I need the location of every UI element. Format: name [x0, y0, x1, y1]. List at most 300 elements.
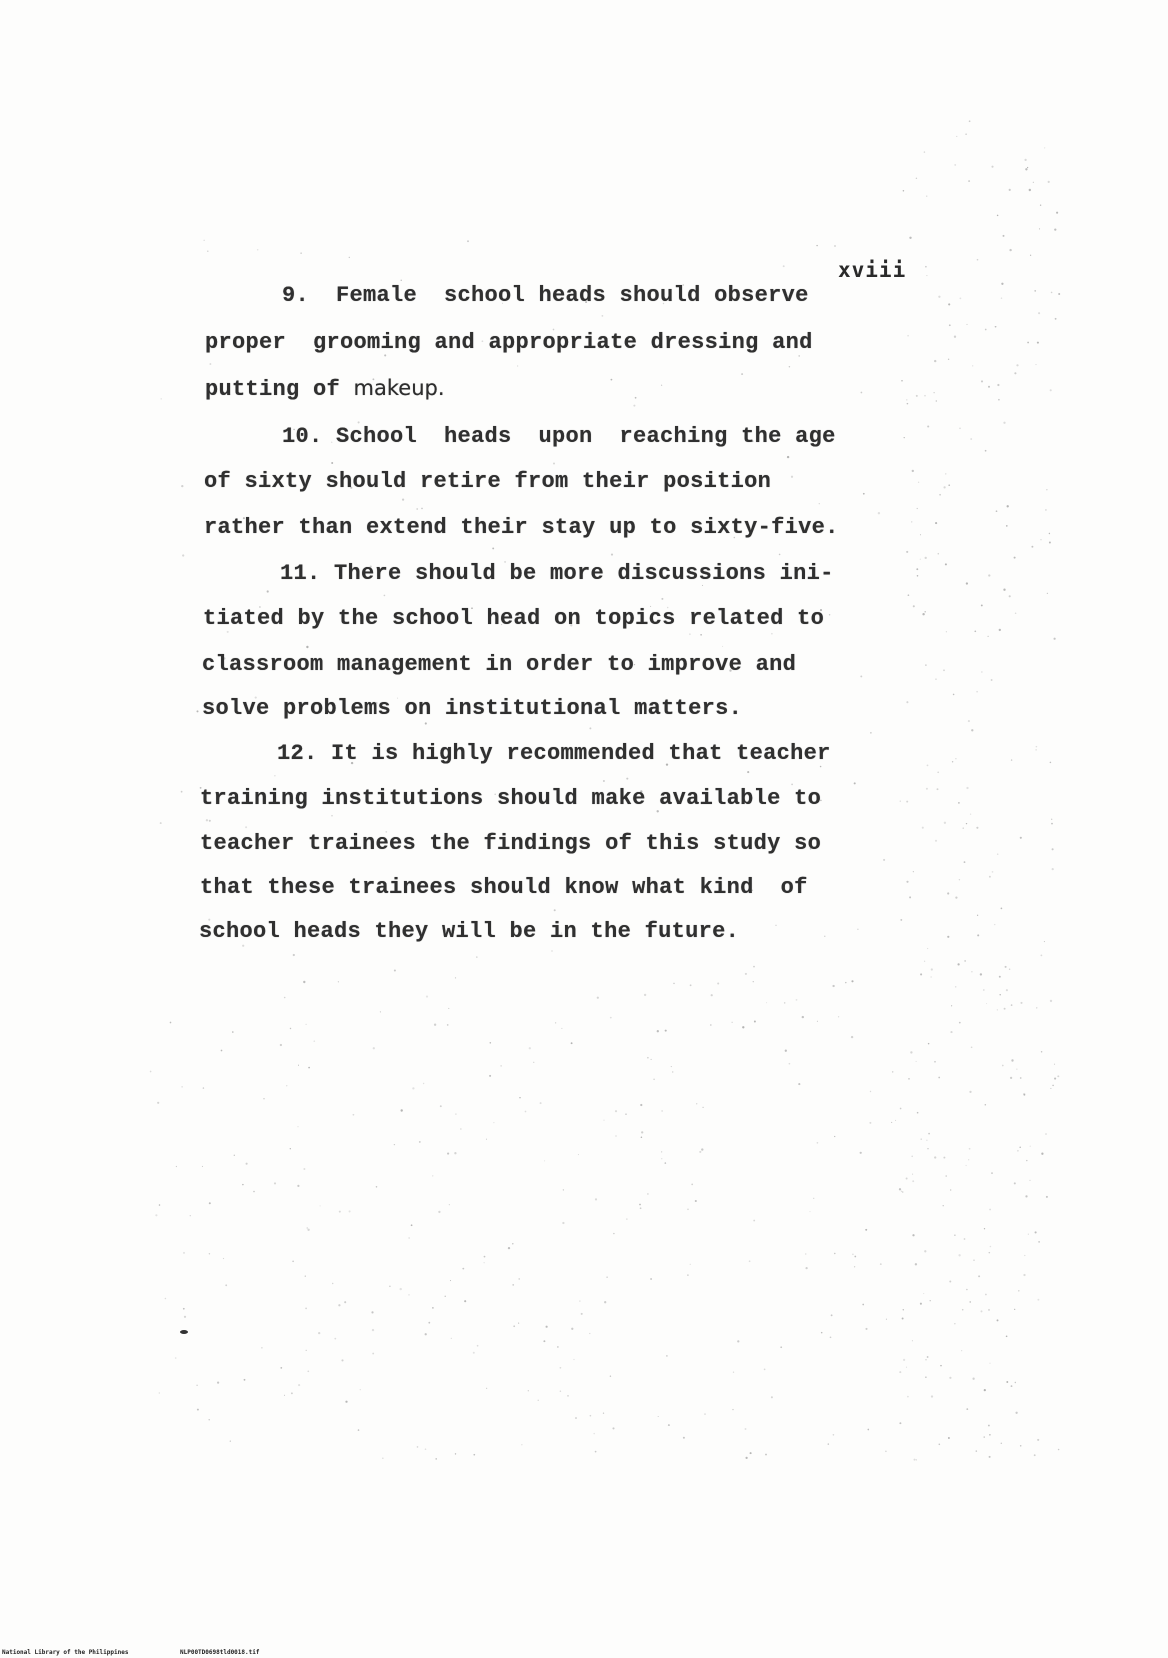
speckle [1040, 539, 1041, 540]
speckle [854, 782, 856, 784]
speckle [432, 1307, 434, 1309]
speckle [1048, 181, 1050, 183]
speckle [150, 1071, 152, 1073]
speckle [590, 1415, 592, 1417]
speckle [286, 1085, 287, 1086]
speckle [916, 568, 918, 570]
speckle [653, 1078, 655, 1080]
speckle [230, 1441, 231, 1442]
speckle [573, 1359, 574, 1360]
speckle [338, 981, 339, 982]
speckle [972, 365, 973, 366]
speckle [334, 1338, 336, 1340]
speckle [267, 590, 269, 592]
speckle [450, 1280, 451, 1281]
speckle [284, 997, 286, 999]
speckle [1011, 759, 1012, 760]
speckle [518, 1278, 519, 1279]
speckle [571, 1042, 573, 1044]
page-number: xviii [838, 258, 907, 282]
footer-file-id: NLP00TD0698tld0018.tif [180, 1649, 260, 1656]
speckle [955, 897, 957, 899]
speckle [1054, 228, 1056, 230]
speckle [962, 1309, 964, 1311]
speckle [956, 136, 957, 137]
speckle [372, 1353, 374, 1355]
rec-9-line-2: proper grooming and appropriate dressing and [205, 330, 813, 355]
speckle [921, 1138, 922, 1139]
speckle [923, 1293, 924, 1294]
speckle [640, 1104, 642, 1106]
speckle [989, 1252, 991, 1254]
speckle [925, 266, 927, 268]
speckle [970, 438, 972, 440]
speckle [1052, 1085, 1054, 1087]
speckle [612, 1427, 614, 1429]
speckle [305, 1275, 306, 1276]
speckle [912, 1180, 914, 1182]
speckle [968, 720, 970, 722]
speckle [909, 237, 911, 239]
speckle [936, 400, 937, 401]
speckle [190, 1215, 191, 1216]
speckle [318, 1332, 320, 1334]
speckle [308, 1067, 310, 1069]
speckle [298, 1065, 299, 1066]
speckle [561, 1028, 562, 1029]
speckle [954, 164, 956, 166]
speckle [209, 820, 211, 822]
speckle [209, 1202, 211, 1204]
speckle [834, 245, 836, 247]
speckle [710, 1024, 712, 1026]
speckle [554, 909, 556, 911]
speckle [981, 604, 983, 606]
speckle [948, 1437, 950, 1439]
speckle [943, 1157, 945, 1159]
speckle [828, 1443, 829, 1444]
speckle [575, 1417, 577, 1419]
speckle [1054, 1064, 1055, 1065]
speckle [1001, 297, 1002, 298]
speckle [983, 989, 985, 991]
speckle [1009, 249, 1011, 251]
speckle [960, 298, 962, 300]
speckle [451, 1338, 452, 1339]
speckle [486, 1139, 487, 1140]
speckle [741, 373, 743, 375]
speckle [999, 629, 1001, 631]
speckle [852, 1254, 854, 1256]
speckle [170, 1022, 172, 1024]
speckle [1037, 342, 1039, 344]
speckle [819, 503, 820, 504]
speckle [567, 1395, 568, 1396]
speckle [968, 1159, 969, 1160]
speckle [789, 1063, 791, 1065]
speckle [513, 1325, 515, 1327]
speckle [1009, 969, 1010, 970]
speckle [484, 1262, 485, 1263]
speckle [181, 1086, 182, 1087]
speckle [455, 1453, 456, 1454]
speckle [920, 1303, 922, 1305]
speckle [900, 801, 901, 802]
speckle [1049, 542, 1051, 544]
speckle [221, 1050, 223, 1052]
speckle [817, 1021, 818, 1022]
speckle [947, 892, 949, 894]
speckle [970, 1301, 971, 1302]
speckle [540, 1102, 542, 1104]
speckle [447, 1153, 449, 1155]
speckle [529, 1047, 531, 1049]
speckle [798, 355, 800, 357]
speckle [425, 1448, 427, 1450]
speckle [155, 1214, 157, 1216]
speckle [603, 1413, 604, 1414]
speckle [934, 1156, 936, 1158]
speckle [234, 1155, 235, 1156]
speckle [650, 1278, 652, 1280]
speckle [1038, 312, 1040, 314]
speckle [903, 1359, 905, 1361]
handwritten-correction: makeup. [353, 376, 445, 400]
speckle [733, 1372, 734, 1373]
speckle [1014, 557, 1016, 559]
speckle [977, 259, 979, 261]
rec-12-line-5: school heads they will be in the future. [199, 919, 740, 944]
speckle [821, 1332, 823, 1334]
speckle [927, 425, 929, 427]
speckle [696, 1103, 697, 1104]
speckle [742, 1026, 744, 1028]
speckle [717, 982, 719, 984]
speckle [1014, 1309, 1015, 1310]
speckle [916, 395, 918, 397]
footer-institution: National Library of the Philippines [2, 1649, 129, 1656]
speckle [1035, 749, 1036, 750]
speckle [672, 1071, 673, 1072]
speckle [1045, 1133, 1047, 1135]
speckle [834, 1253, 835, 1254]
speckle [969, 1148, 971, 1150]
speckle [954, 1234, 955, 1235]
speckle [1005, 966, 1007, 968]
rec-10-line-1: 10. School heads upon reaching the age [282, 424, 836, 449]
speckle [604, 1301, 606, 1303]
speckle [892, 1071, 893, 1072]
speckle [1015, 1412, 1017, 1414]
speckle [899, 1371, 901, 1373]
speckle [765, 1454, 767, 1456]
speckle [969, 1091, 971, 1093]
speckle [635, 397, 637, 399]
speckle [805, 1253, 806, 1254]
speckle [525, 1111, 527, 1113]
speckle [922, 613, 924, 615]
speckle [900, 919, 902, 921]
speckle [931, 968, 933, 970]
speckle [196, 710, 198, 712]
speckle [938, 1077, 940, 1079]
speckle [1050, 762, 1052, 764]
speckle [1050, 1000, 1052, 1002]
speckle [702, 1107, 703, 1108]
speckle [924, 961, 925, 962]
speckle [771, 1396, 773, 1398]
speckle [595, 1198, 597, 1200]
speckle [980, 973, 982, 975]
speckle [943, 669, 945, 671]
speckle [902, 1318, 904, 1320]
speckle [641, 1137, 643, 1139]
speckle [745, 1428, 747, 1430]
speckle [689, 633, 691, 635]
speckle [1015, 613, 1017, 615]
speckle [546, 1326, 548, 1328]
speckle [1030, 255, 1031, 256]
speckle [651, 1059, 652, 1060]
speckle [462, 1268, 464, 1270]
speckle [477, 1345, 479, 1347]
speckle [924, 395, 926, 397]
speckle [947, 936, 949, 938]
speckle [339, 1211, 341, 1213]
speckle [512, 1284, 514, 1286]
speckle [1020, 1002, 1022, 1004]
speckle [1006, 1335, 1008, 1337]
speckle [976, 827, 978, 829]
speckle [611, 554, 613, 556]
speckle [878, 512, 880, 514]
speckle [854, 1266, 855, 1267]
speckle [798, 1083, 800, 1085]
speckle [865, 1229, 867, 1231]
speckle [1040, 205, 1041, 206]
speckle [1020, 837, 1022, 839]
speckle [805, 1267, 807, 1269]
speckle [916, 178, 917, 179]
speckle [989, 1434, 991, 1436]
speckle [159, 1204, 161, 1206]
speckle [1027, 342, 1029, 344]
speckle [661, 1158, 662, 1159]
speckle [298, 1384, 300, 1386]
speckle [606, 1276, 607, 1277]
speckle [964, 861, 966, 863]
speckle [802, 1016, 804, 1018]
speckle [935, 678, 936, 679]
speckle [911, 1156, 913, 1158]
speckle [907, 1396, 909, 1398]
speckle [911, 521, 912, 522]
speckle [553, 462, 555, 464]
speckle [225, 1284, 227, 1286]
speckle [1039, 228, 1040, 229]
speckle [901, 1191, 902, 1192]
speckle [813, 1198, 814, 1199]
speckle [639, 1204, 641, 1206]
speckle [661, 1110, 662, 1111]
speckle [870, 732, 871, 733]
speckle [435, 1458, 437, 1460]
speckle [943, 486, 945, 488]
speckle [934, 392, 935, 393]
speckle [961, 1350, 962, 1351]
speckle [998, 399, 1000, 401]
speckle [1011, 1004, 1013, 1006]
speckle [1017, 1150, 1019, 1152]
speckle [691, 1184, 693, 1186]
speckle [966, 324, 967, 325]
speckle [940, 1365, 942, 1367]
speckle [666, 1355, 668, 1357]
speckle [949, 1377, 951, 1379]
speckle [563, 1189, 564, 1190]
speckle [927, 948, 928, 949]
speckle [913, 605, 915, 607]
speckle [165, 1298, 167, 1300]
speckle [865, 1328, 867, 1330]
speckle [926, 788, 928, 790]
speckle [860, 1152, 862, 1154]
speckle [306, 646, 308, 648]
speckle [1034, 1454, 1036, 1456]
speckle [394, 1144, 395, 1145]
speckle [242, 945, 244, 947]
speckle [939, 1444, 941, 1446]
speckle [976, 1450, 977, 1451]
speckle [994, 924, 995, 925]
speckle [937, 771, 939, 773]
speckle [902, 1191, 904, 1193]
speckle [833, 1434, 835, 1436]
speckle [925, 1359, 926, 1360]
speckle [307, 1229, 309, 1231]
speckle [448, 1008, 449, 1009]
speckle [551, 950, 553, 952]
speckle [1037, 1299, 1039, 1301]
speckle [384, 595, 386, 597]
speckle [991, 679, 993, 681]
speckle [1024, 1255, 1025, 1256]
speckle [183, 1308, 185, 1310]
speckle [440, 1105, 442, 1107]
speckle [1037, 1439, 1039, 1441]
speckle [1050, 1088, 1051, 1089]
speckle [981, 380, 983, 382]
speckle [943, 1205, 944, 1206]
speckle [900, 1108, 902, 1110]
speckle [593, 1433, 594, 1434]
speckle [977, 915, 978, 916]
speckle [732, 1022, 733, 1023]
speckle [687, 1274, 689, 1276]
speckle [845, 982, 846, 983]
speckle [644, 994, 646, 996]
speckle [926, 275, 927, 276]
speckle [284, 1395, 285, 1396]
speckle [1029, 189, 1031, 191]
speckle [863, 493, 865, 495]
speckle [977, 934, 979, 936]
speckle [885, 1451, 887, 1453]
speckle [610, 1375, 611, 1376]
speckle [291, 1392, 293, 1394]
speckle [1001, 1443, 1002, 1444]
speckle [737, 1340, 739, 1342]
speckle [914, 1459, 916, 1461]
speckle [764, 1369, 766, 1371]
rec-10-line-3: rather than extend their stay up to sixty-five. [204, 515, 839, 540]
speckle [668, 1424, 670, 1426]
speckle [934, 1061, 936, 1063]
speckle [986, 1003, 987, 1004]
rec-10-line-2: of sixty should retire from their position [204, 469, 772, 494]
speckle [978, 1275, 980, 1277]
speckle [344, 1301, 346, 1303]
speckle [1010, 1077, 1012, 1079]
speckle [484, 1256, 486, 1258]
speckle [963, 827, 964, 828]
speckle [423, 1083, 424, 1084]
rec-11-line-3: classroom management in order to improve and [202, 652, 797, 677]
speckle [745, 1457, 747, 1459]
speckle [780, 1346, 782, 1348]
speckle [341, 1359, 343, 1361]
speckle [473, 1352, 475, 1354]
speckle [903, 1309, 904, 1310]
speckle [991, 166, 993, 168]
speckle [862, 1304, 864, 1306]
speckle [722, 646, 723, 647]
speckle [964, 1238, 966, 1240]
speckle [959, 879, 960, 880]
speckle [401, 280, 402, 281]
speckle [345, 1401, 347, 1403]
speckle [521, 1444, 522, 1445]
speckle [824, 936, 825, 937]
speckle [971, 971, 972, 972]
speckle [775, 925, 776, 926]
speckle [261, 1347, 263, 1349]
speckle [701, 1148, 703, 1150]
speckle [338, 1304, 340, 1306]
speckle [704, 1413, 706, 1415]
speckle [615, 1110, 617, 1112]
speckle [908, 1078, 909, 1079]
speckle [161, 398, 162, 399]
speckle [944, 822, 946, 824]
speckle [928, 1043, 930, 1045]
speckle [989, 1456, 991, 1458]
rec-12-line-3: teacher trainees the findings of this study so [200, 831, 822, 856]
speckle [512, 1243, 513, 1244]
speckle [753, 1220, 755, 1222]
speckle [927, 1356, 929, 1358]
speckle [661, 598, 663, 600]
speckle [610, 1017, 612, 1019]
speckle [626, 1219, 627, 1220]
speckle [400, 1288, 402, 1290]
speckle [988, 1309, 990, 1311]
speckle [816, 245, 817, 246]
speckle [969, 120, 971, 122]
speckle [997, 853, 999, 855]
speckle [657, 1030, 659, 1032]
speckle [1006, 1381, 1008, 1383]
